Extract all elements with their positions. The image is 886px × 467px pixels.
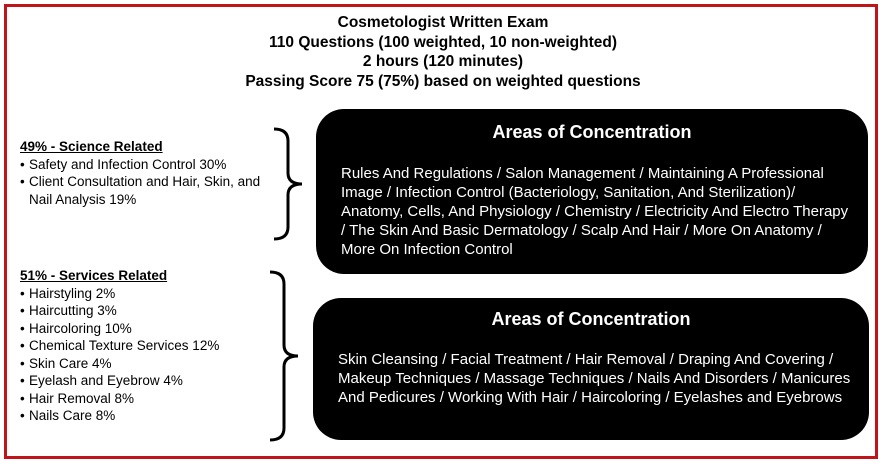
science-list xyxy=(20,156,270,209)
science-brace-icon xyxy=(270,127,318,241)
science-areas-text: Rules And Regulations / Salon Management / Maintaining A Professional Image / Infection Control (Bacteriology, Sanitation, And Sterilization)/ Anatomy, Cells, And Physiology / Chemistry / Electricity And Electro Therapy / The Skin And Basic Dermatology / Scalp And Hair / More On Anatomy / More On Infection Control xyxy=(341,165,849,258)
services-list xyxy=(20,285,270,425)
list-item: • Eyelash and Eyebrow 4% xyxy=(20,372,270,390)
list-item: • Haircoloring 10% xyxy=(20,320,270,338)
science-areas-heading: Areas of Concentration xyxy=(492,122,692,142)
list-item: • Skin Care 4% xyxy=(20,355,270,373)
list-item: • Chemical Texture Services 12% xyxy=(20,337,270,355)
services-areas-box xyxy=(313,298,869,440)
exam-header xyxy=(0,13,886,91)
list-item: • Safety and Infection Control 30% xyxy=(20,156,270,174)
science-title: 49% - Science Related xyxy=(20,139,163,154)
services-areas-heading: Areas of Concentration xyxy=(491,309,691,329)
list-item: • Client Consultation and Hair, Skin, and Nail Analysis 19% xyxy=(20,173,270,208)
exam-duration: 2 hours (120 minutes) xyxy=(362,53,524,70)
passing-score: Passing Score 75 (75%) based on weighted questions xyxy=(245,72,641,90)
services-title: 51% - Services Related xyxy=(20,268,168,283)
list-item: • Haircutting 3% xyxy=(20,302,270,320)
science-section xyxy=(20,138,270,208)
services-brace-icon xyxy=(266,270,314,442)
list-item: • Nails Care 8% xyxy=(20,407,270,425)
exam-title: Cosmetologist Written Exam xyxy=(337,14,549,31)
services-section xyxy=(20,267,270,425)
question-count: 110 Questions (100 weighted, 10 non-weighted) xyxy=(269,33,617,51)
science-areas-box xyxy=(316,109,868,274)
list-item: • Hairstyling 2% xyxy=(20,285,270,303)
services-areas-text: Skin Cleansing / Facial Treatment / Hair Removal / Draping And Covering / Makeup Techniques / Massage Techniques / Nails And Disorders / Manicures And Pedicures / Working With Hair / Haircoloring / Eyelashes and Eyebrows xyxy=(338,351,851,406)
list-item: • Hair Removal 8% xyxy=(20,390,270,408)
